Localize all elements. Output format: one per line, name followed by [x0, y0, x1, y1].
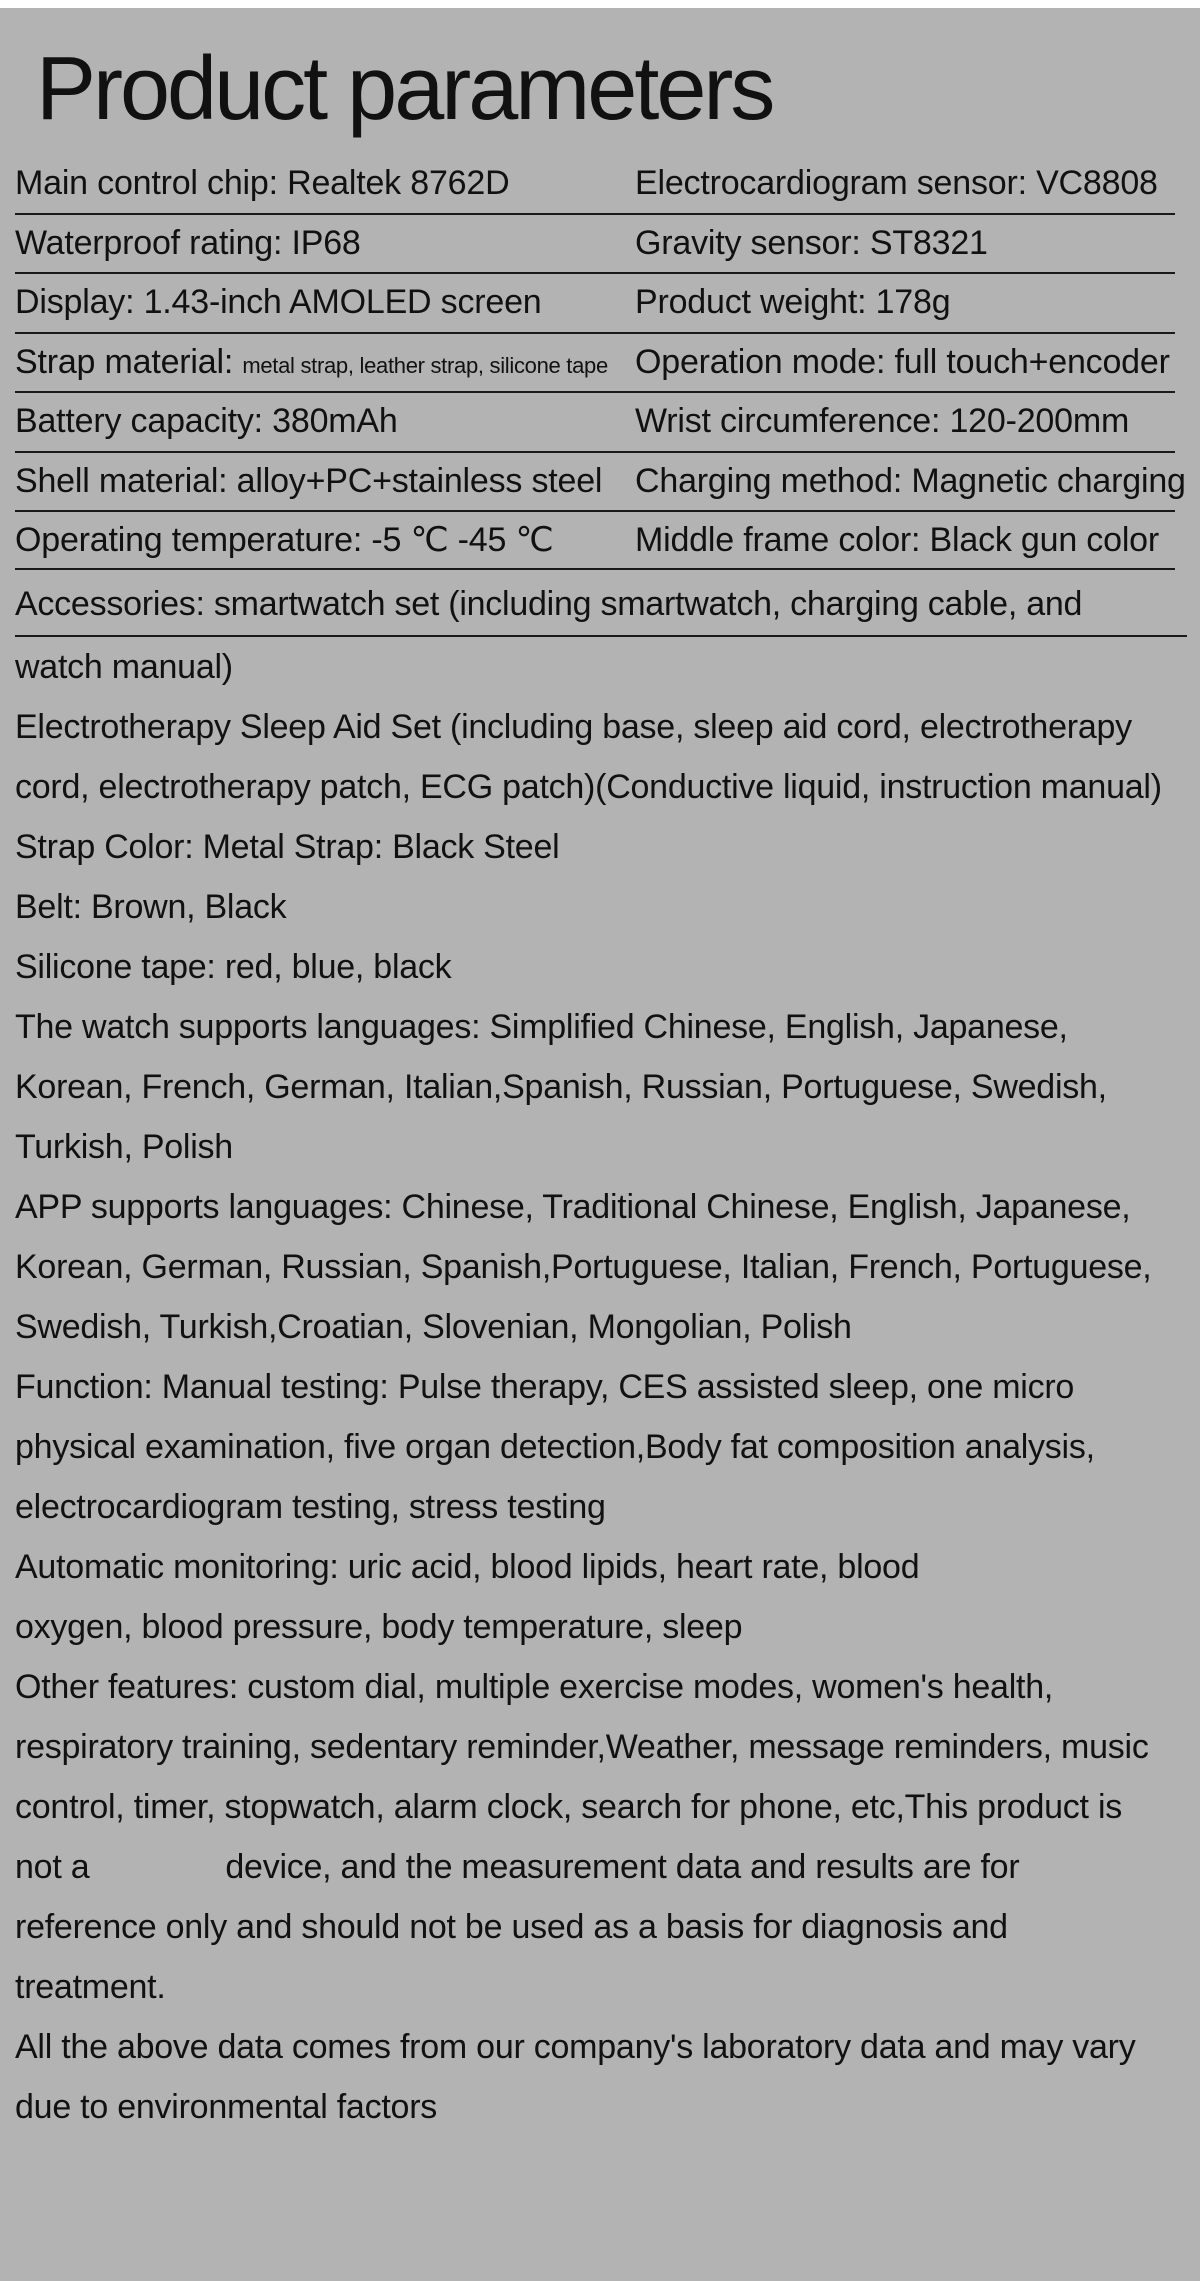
app-languages-line: APP supports languages: Chinese, Traditional Chinese, English, Japanese, [15, 1188, 1131, 1226]
top-border [0, 0, 1200, 8]
strap-material-value: metal strap, leather strap, silicone tape [242, 352, 608, 378]
other-features-line [15, 1837, 1187, 1897]
table-row [15, 274, 1175, 334]
silicone-line: Silicone tape: red, blue, black [15, 948, 452, 986]
param-main-chip: Main control chip: Realtek 8762D [15, 164, 510, 202]
strap-material-label: Strap material: [15, 342, 243, 381]
function-line: Function: Manual testing: Pulse therapy, CES assisted sleep, one micro [15, 1368, 1075, 1406]
watch-languages-line: The watch supports languages: Simplified Chinese, English, Japanese, [15, 1008, 1068, 1046]
other-features-line: reference only and should not be used as a basis for diagnosis and [15, 1908, 1008, 1946]
other-features-line: respiratory training, sedentary reminder,Weather, message reminders, music [15, 1728, 1149, 1766]
sleep-set-line: cord, electrotherapy patch, ECG patch)(Conductive liquid, instruction manual) [15, 768, 1162, 806]
other-features-line: Other features: custom dial, multiple exercise modes, women's health, [15, 1668, 1054, 1706]
other-features-part: device, and the measurement data and results are for [225, 1848, 1020, 1886]
param-wrist: Wrist circumference: 120-200mm [635, 402, 1130, 440]
auto-monitoring-line: Automatic monitoring: uric acid, blood lipids, heart rate, blood [15, 1548, 920, 1586]
table-row [15, 393, 1175, 453]
disclaimer-line: due to environmental factors [15, 2088, 438, 2126]
watch-languages-line: Korean, French, German, Italian,Spanish, Russian, Portuguese, Swedish, [15, 1068, 1107, 1106]
table-row [15, 215, 1175, 275]
function-line: physical examination, five organ detection,Body fat composition analysis, [15, 1428, 1095, 1466]
param-charging: Charging method: Magnetic charging [635, 461, 1186, 500]
other-features-line: control, timer, stopwatch, alarm clock, search for phone, etc,This product is [15, 1788, 1122, 1826]
param-waterproof: Waterproof rating: IP68 [15, 223, 361, 262]
param-temperature: Operating temperature: -5 ℃ -45 ℃ [15, 521, 554, 559]
page-title: Product parameters [36, 39, 773, 139]
other-features-line: treatment. [15, 1968, 166, 2006]
param-shell-material: Shell material: alloy+PC+stainless steel [15, 461, 603, 500]
table-row [15, 512, 1175, 570]
app-languages-line: Korean, German, Russian, Spanish,Portuguese, Italian, French, Portuguese, [15, 1248, 1152, 1286]
disclaimer-line: All the above data comes from our company's laboratory data and may vary [15, 2028, 1136, 2066]
accessories-line: Accessories: smartwatch set (including smartwatch, charging cable, and [15, 575, 1187, 637]
parameter-table [15, 155, 1186, 570]
param-battery: Battery capacity: 380mAh [15, 402, 398, 440]
param-gravity-sensor: Gravity sensor: ST8321 [635, 223, 988, 262]
table-row [15, 155, 1175, 215]
auto-monitoring-line: oxygen, blood pressure, body temperature, sleep [15, 1608, 743, 1646]
belt-line: Belt: Brown, Black [15, 888, 287, 926]
param-ecg-sensor: Electrocardiogram sensor: VC8808 [635, 164, 1158, 202]
app-languages-line: Swedish, Turkish,Croatian, Slovenian, Mongolian, Polish [15, 1308, 852, 1346]
table-row [15, 334, 1175, 394]
watch-languages-line: Turkish, Polish [15, 1128, 233, 1166]
param-display: Display: 1.43-inch AMOLED screen [15, 283, 542, 321]
strap-color-line: Strap Color: Metal Strap: Black Steel [15, 828, 560, 866]
table-row [15, 453, 1186, 513]
sleep-set-line: Electrotherapy Sleep Aid Set (including base, sleep aid cord, electrotherapy [15, 708, 1132, 746]
param-frame-color: Middle frame color: Black gun color [635, 521, 1160, 559]
product-details [15, 575, 1187, 2137]
function-line: electrocardiogram testing, stress testing [15, 1488, 606, 1526]
accessories-line: watch manual) [15, 648, 233, 686]
param-strap-material [15, 334, 608, 394]
param-operation-mode: Operation mode: full touch+encoder [635, 342, 1170, 381]
other-features-part: not a [15, 1848, 90, 1886]
param-weight: Product weight: 178g [635, 283, 951, 321]
